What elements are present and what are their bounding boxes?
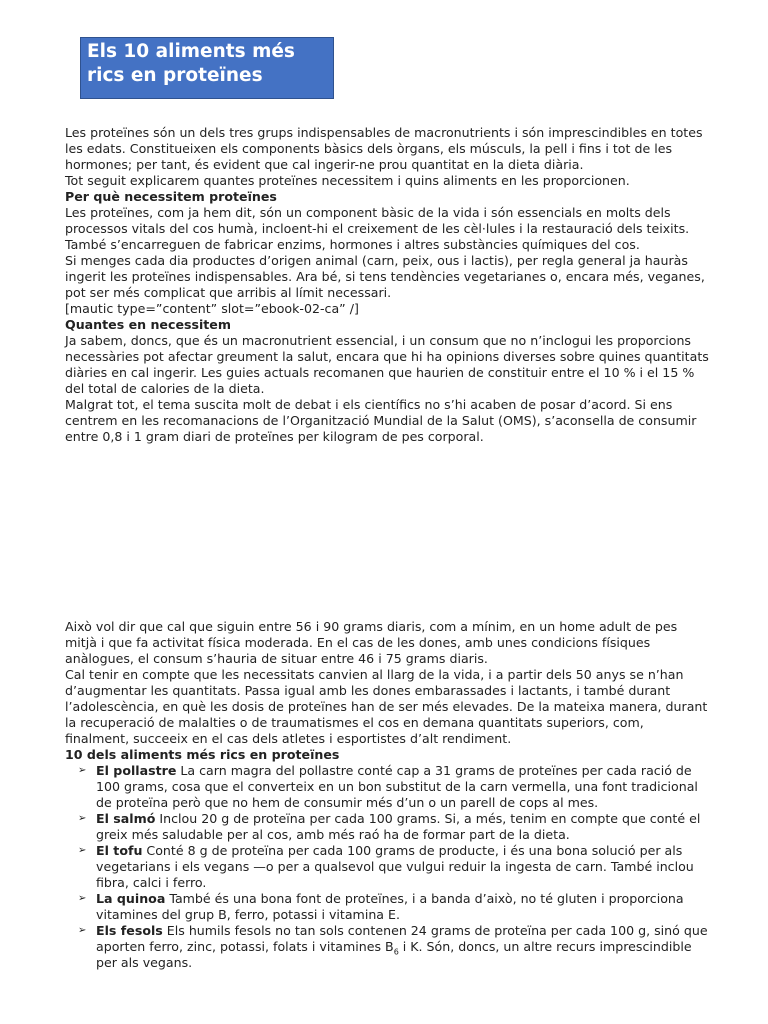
food-description: La carn magra del pollastre conté cap a 31 grams de proteïnes per cada ració de 100 grams, cosa que el converteix en un bon substitut de la carn vermella, una font tradicional de proteïna però que no hem de consumir més d’un o un parell de cops al mes. <box>96 763 698 810</box>
list-item <box>65 891 710 923</box>
list-item <box>65 923 710 971</box>
list-item <box>65 811 710 843</box>
food-name: Els fesols <box>96 923 163 938</box>
intro-paragraph: Les proteïnes són un dels tres grups indispensables de macronutrients i són imprescindibles en totes les edats. Constitueixen els components bàsics dels òrgans, els músculs, la pell i fins i tot de les hormones; per tant, és evident que cal ingerir-ne prou quantitat en la dieta diària. <box>65 125 703 172</box>
list-item <box>65 763 710 811</box>
food-name: El tofu <box>96 843 143 858</box>
page-title: Els 10 aliments més rics en proteïnes <box>80 37 334 99</box>
food-name: La quinoa <box>96 891 166 906</box>
paragraph: Si menges cada dia productes d’origen animal (carn, peix, ous i lactis), per regla general ja hauràs ingerit les proteïnes indispensables. Ara bé, si tens tendències vegetarianes o, encara més, veganes, pot ser més complicat que arribis al límit necessari. <box>65 253 705 300</box>
food-name: El pollastre <box>96 763 177 778</box>
arrow-bullet-icon: ➢ <box>78 813 87 824</box>
food-description: Conté 8 g de proteïna per cada 100 grams de producte, i és una bona solució per als vegetarians i els vegans —o per a qualsevol que vulgui reduir la ingesta de carn. També inclou fibra, calci i ferro. <box>96 843 694 890</box>
food-name: El salmó <box>96 811 156 826</box>
paragraph: Les proteïnes, com ja hem dit, són un component bàsic de la vida i són essencials en molts dels processos vitals del cos humà, incloent-hi el creixement de les cèl·lules i la restauració dels teixits. També s’encarreguen de fabricar enzims, hormones i altres substàncies químiques del cos. <box>65 205 690 252</box>
food-description: Inclou 20 g de proteïna per cada 100 grams. Si, a més, tenim en compte que conté el greix més saludable per al cos, amb més raó ha de formar part de la dieta. <box>96 811 701 842</box>
food-description: També és una bona font de proteïnes, i a banda d’això, no té gluten i proporciona vitamines del grup B, ferro, potassi i vitamina E. <box>96 891 684 922</box>
paragraph: Ja sabem, doncs, que és un macronutrient essencial, i un consum que no n’inclogui les proporcions necessàries pot afectar greument la salut, encara que hi ha opinions diverses sobre quines quantitats diàries en cal ingerir. Les guies actuals recomanen que haurien de constituir entre el 10 % i el 15 % del total de calories de la dieta. <box>65 333 709 396</box>
vitamin-subscript: 6 <box>393 947 399 957</box>
shortcode-text: [mautic type=”content” slot=”ebook-02-ca” /] <box>65 301 359 316</box>
food-description: Els humils fesols no tan sols contenen 24 grams de proteïna per cada 100 g, sinó que aporten ferro, zinc, potassi, folats i vitamines B <box>96 923 708 954</box>
paragraph: Cal tenir en compte que les necessitats canvien al llarg de la vida, i a partir dels 50 anys se n’han d’augmentar les quantitats. Passa igual amb les dones embarassades i lactants, i també durant l’adolescència, en què les dosis de proteïnes han de ser més elevades. De la mateixa manera, durant la recuperació de malalties o de traumatismes el cos en demana quantitats superiors, com, finalment, succeeix en el cas dels atletes i esportistes d’alt rendiment. <box>65 667 708 746</box>
section-heading-top10: 10 dels aliments més rics en proteïnes <box>65 747 340 762</box>
section-heading-why: Per què necessitem proteïnes <box>65 189 277 204</box>
paragraph: Això vol dir que cal que siguin entre 56 i 90 grams diaris, com a mínim, en un home adult de pes mitjà i que fa activitat física moderada. En el cas de les dones, amb unes condicions físiques anàlogues, el consum s’hauria de situar entre 46 i 75 grams diaris. <box>65 619 678 666</box>
arrow-bullet-icon: ➢ <box>78 845 87 856</box>
food-list <box>65 763 710 971</box>
arrow-bullet-icon: ➢ <box>78 925 87 936</box>
arrow-bullet-icon: ➢ <box>78 765 87 776</box>
arrow-bullet-icon: ➢ <box>78 893 87 904</box>
article-top-block <box>65 125 710 445</box>
food-description-cont: i K. Són, doncs, un altre recurs imprescindible per als vegans. <box>96 939 692 970</box>
paragraph: Malgrat tot, el tema suscita molt de debat i els científics no s’hi acaben de posar d’acord. Si ens centrem en les recomanacions de l’Organització Mundial de la Salut (OMS), s’aconsella de consumir entre 0,8 i 1 gram diari de proteïnes per kilogram de pes corporal. <box>65 397 697 444</box>
list-item <box>65 843 710 891</box>
article-bottom-block <box>65 619 710 971</box>
intro-paragraph: Tot seguit explicarem quantes proteïnes necessitem i quins aliments en les proporcionen. <box>65 173 630 188</box>
section-heading-how-much: Quantes en necessitem <box>65 317 231 332</box>
